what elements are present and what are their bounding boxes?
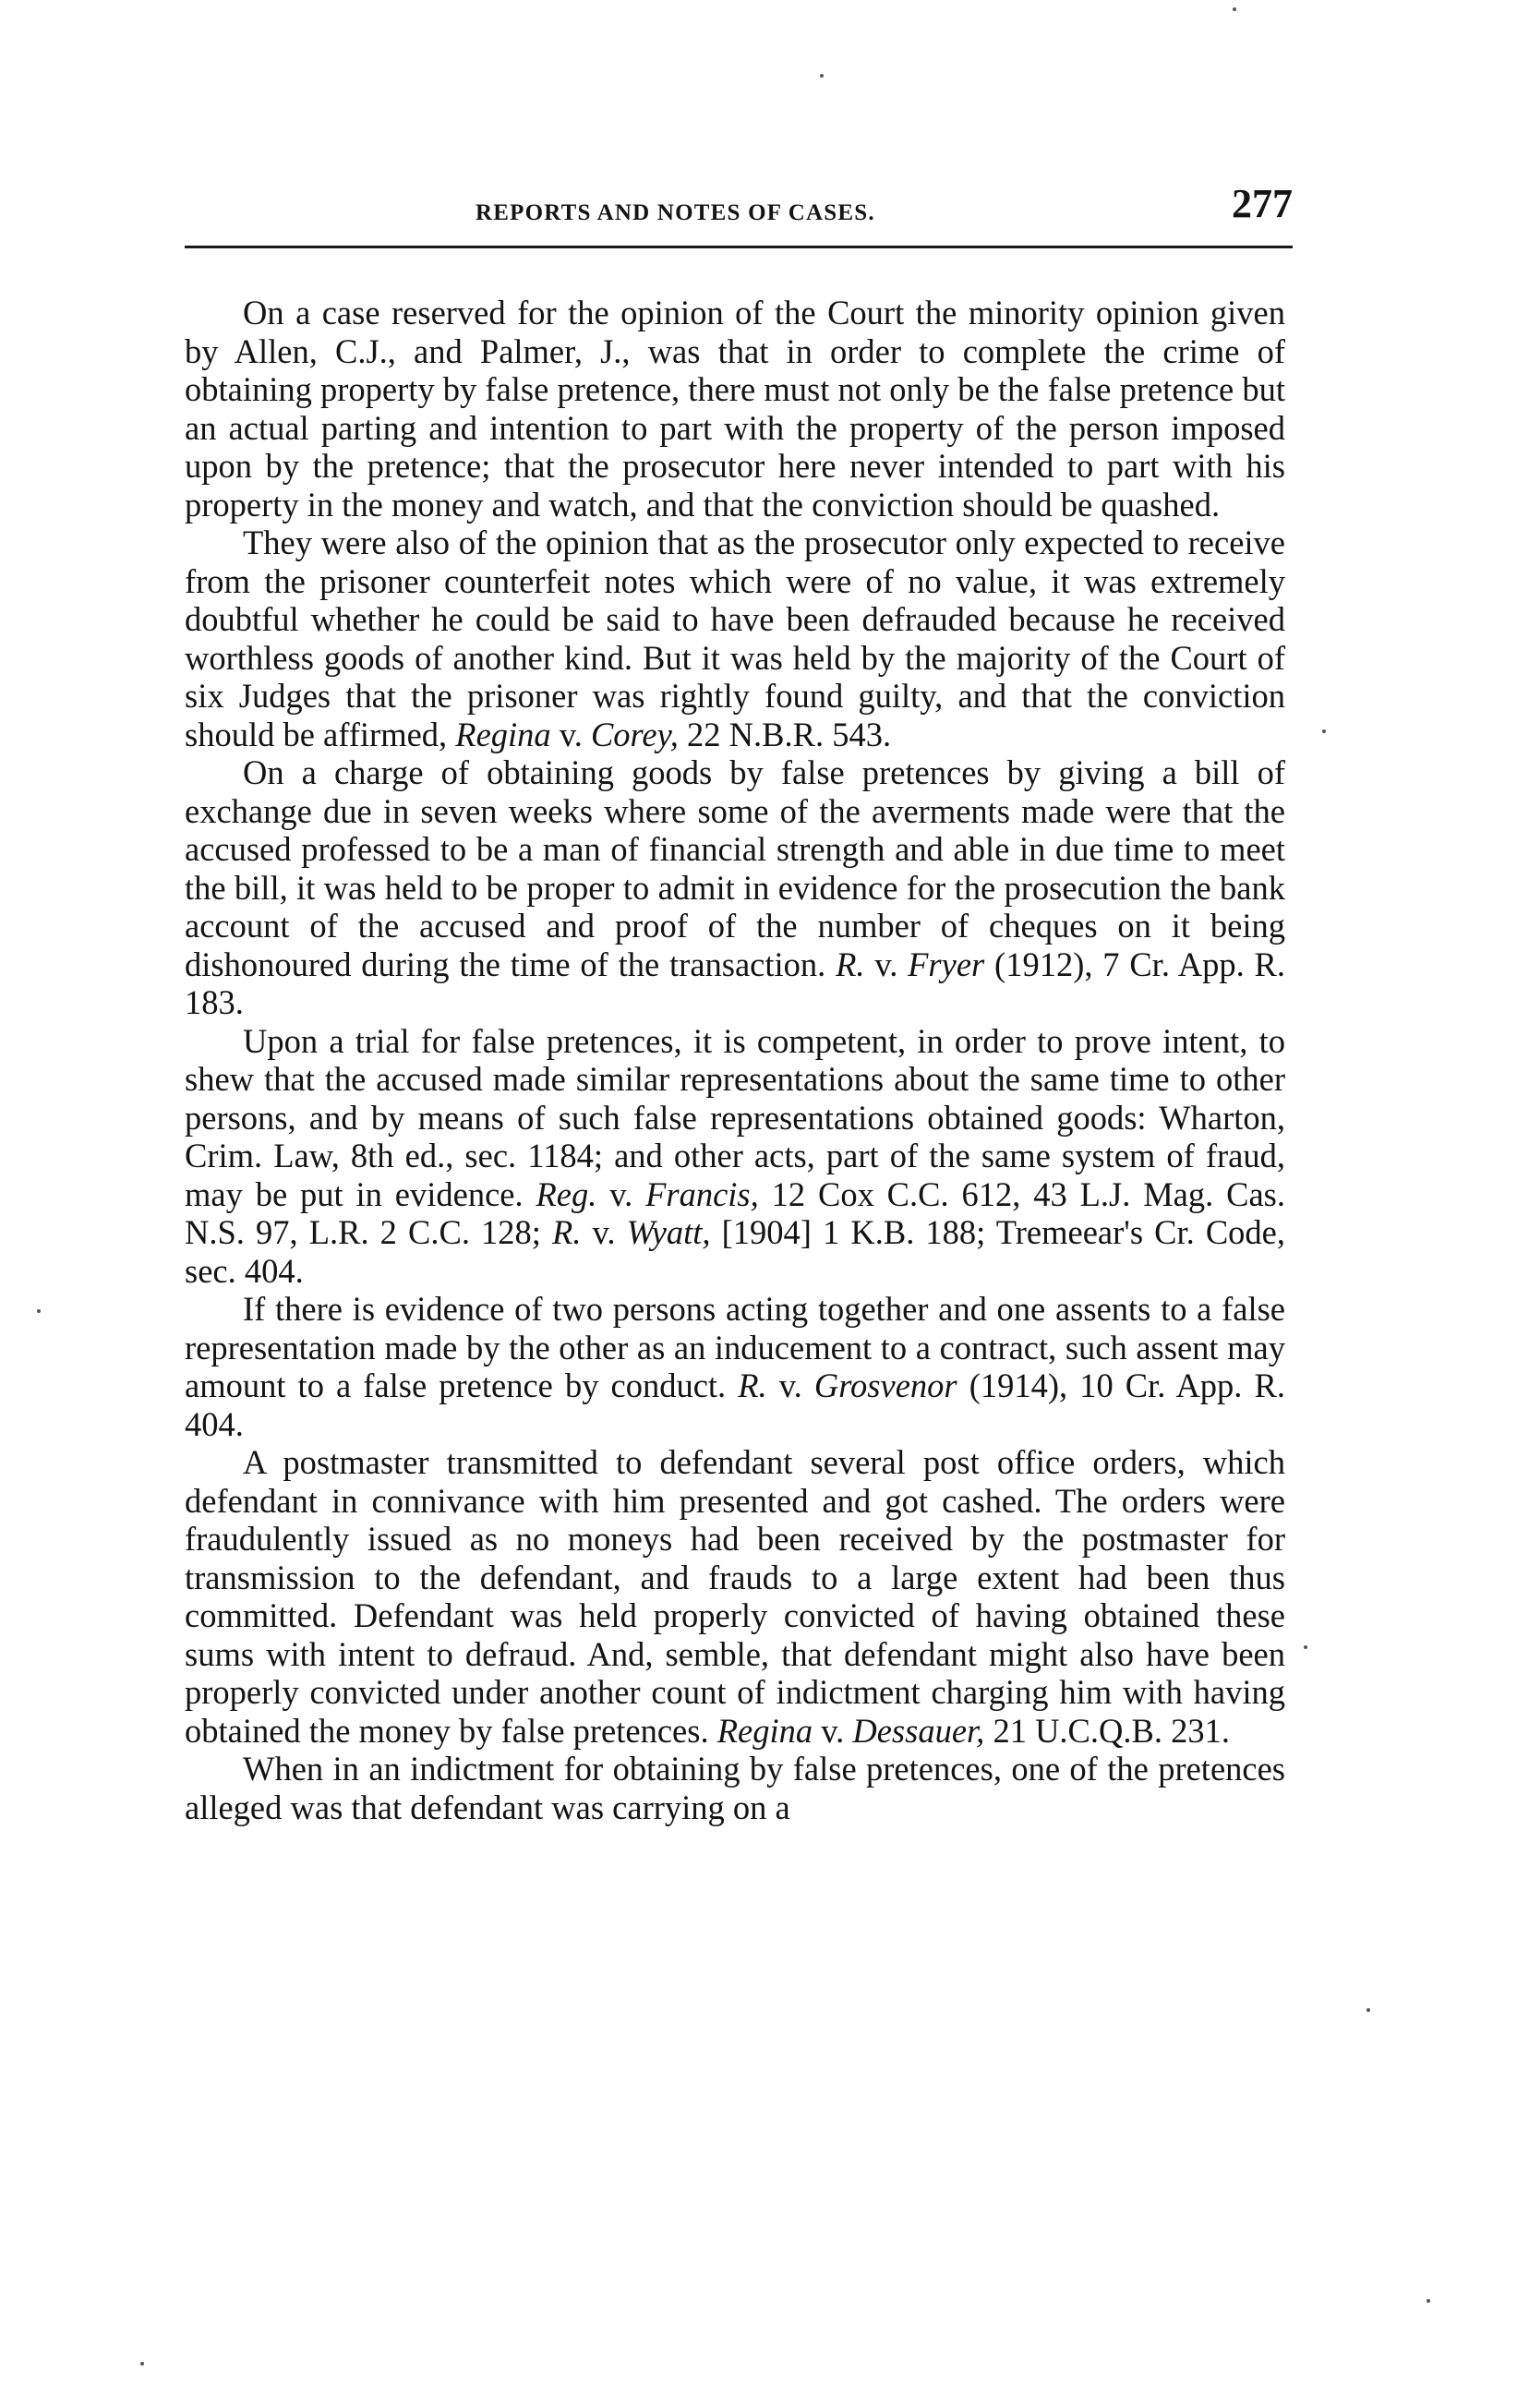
text-run: 22 N.B.R. 543. [678,715,892,753]
case-name: R. [552,1213,582,1251]
text-run: If there is evidence of two persons acting together and one assents to a false representation made by the other as an inducement to a contract, such assent may amount to a false pretence by conduct. [185,1290,1285,1404]
paragraph [185,1443,1285,1750]
running-head [185,180,1293,245]
text-run: They were also of the opinion that as the prosecutor only expected to receive from the prisoner counterfeit notes which were of no value, it was extremely doubtful whether he could be said to have been defrauded because he received worthless goods of another kind. But it was held by the majority of the Court of six Judges that the prisoner was rightly found guilty, and that the conviction should be affirmed, [185,524,1285,753]
text-run: v. [766,1367,814,1404]
text-run: When in an indictment for obtaining by false pretences, one of the pretences alleged was that defendant was carrying on a [185,1750,1285,1826]
paragraph [185,294,1285,524]
text-run: v. [813,1711,853,1750]
text-run: On a case reserved for the opinion of the Court the minority opinion given by Allen, C.J., and Palmer, J., was that in order to complete the crime of obtaining property by false pretence, there must not only be the false pretence but an actual parting and intention to part with the property of the person imposed upon by the pretence; that the prosecutor here never intended to part with his property in the money and watch, and that the conviction should be quashed. [185,294,1285,524]
case-name: Regina [716,1711,813,1750]
body-text [185,294,1285,1826]
text-run: A postmaster transmitted to defendant several post office orders, which defendant in connivance with him presented and got cashed. The orders were fraudulently issued as no moneys had been received by the postmaster for transmission to the defendant, and frauds to a large extent had been thus committed. Defendant was held properly convicted of having obtained these sums with intent to defraud. And, semble, that defendant might also have been properly convicted under another count of indictment charging him with having obtained the money by false pretences. [185,1443,1285,1750]
paragraph [185,753,1285,1022]
text-run: 12 Cox C.C. 612, 43 L.J. Mag. Cas. N.S. 97, L.R. 2 C.C. 128; [185,1174,1285,1251]
case-name: Dessauer, [852,1711,985,1750]
paragraph [185,1022,1285,1291]
case-name: Francis, [645,1174,759,1213]
case-name: R. [836,945,865,983]
text-run: v. [864,945,909,983]
scan-speck [1322,729,1326,733]
case-name: Fryer [908,945,985,983]
text-run: 21 U.C.Q.B. 231. [984,1711,1230,1750]
text-run: v. [581,1213,627,1251]
case-name: Corey, [590,715,679,753]
text-run: v. [550,715,591,753]
paragraph [185,1750,1285,1826]
scan-speck [37,1309,41,1313]
paragraph [185,524,1285,753]
text-run: v. [596,1174,646,1213]
paragraph [185,1290,1285,1443]
header-rule [185,246,1293,248]
page-number: 277 [1232,181,1293,226]
scan-speck [1427,2299,1430,2303]
case-name: Regina [455,715,551,753]
scan-speck [1233,7,1236,11]
text-run: On a charge of obtaining goods by false pretences by giving a bill of exchange due in seven weeks where some of the averments made were that the accused professed to be a man of financial strength and able in due time to meet the bill, it was held to be proper to admit in evidence for the prosecution the bank account of the accused and proof of the number of cheques on it being dishonoured during the time of the transaction. [185,753,1285,983]
text-run: Upon a trial for false pretences, it is competent, in order to prove intent, to shew that the accused made similar representations about the same time to other persons, and by means of such false representations obtained goods: Wharton, Crim. Law, 8th ed., sec. 1184; and other acts, part of the same system of fraud, may be put in evidence. [185,1021,1285,1213]
text-run: [1904] 1 K.B. 188; Tremeear's Cr. Code, sec. 404. [185,1213,1285,1290]
case-name: Reg. [536,1174,597,1213]
scan-speck [1366,2008,1370,2012]
running-title: REPORTS AND NOTES OF CASES. [476,200,875,225]
scan-speck [820,74,824,78]
scan-speck [1304,1645,1307,1649]
case-name: Wyatt, [626,1213,711,1251]
text-run: (1914), 10 Cr. App. R. 404. [185,1367,1285,1443]
case-name: R. [738,1367,767,1404]
scan-speck [140,2362,144,2366]
case-name: Grosvenor [813,1367,957,1404]
text-run: (1912), 7 Cr. App. R. 183. [185,945,1285,1021]
